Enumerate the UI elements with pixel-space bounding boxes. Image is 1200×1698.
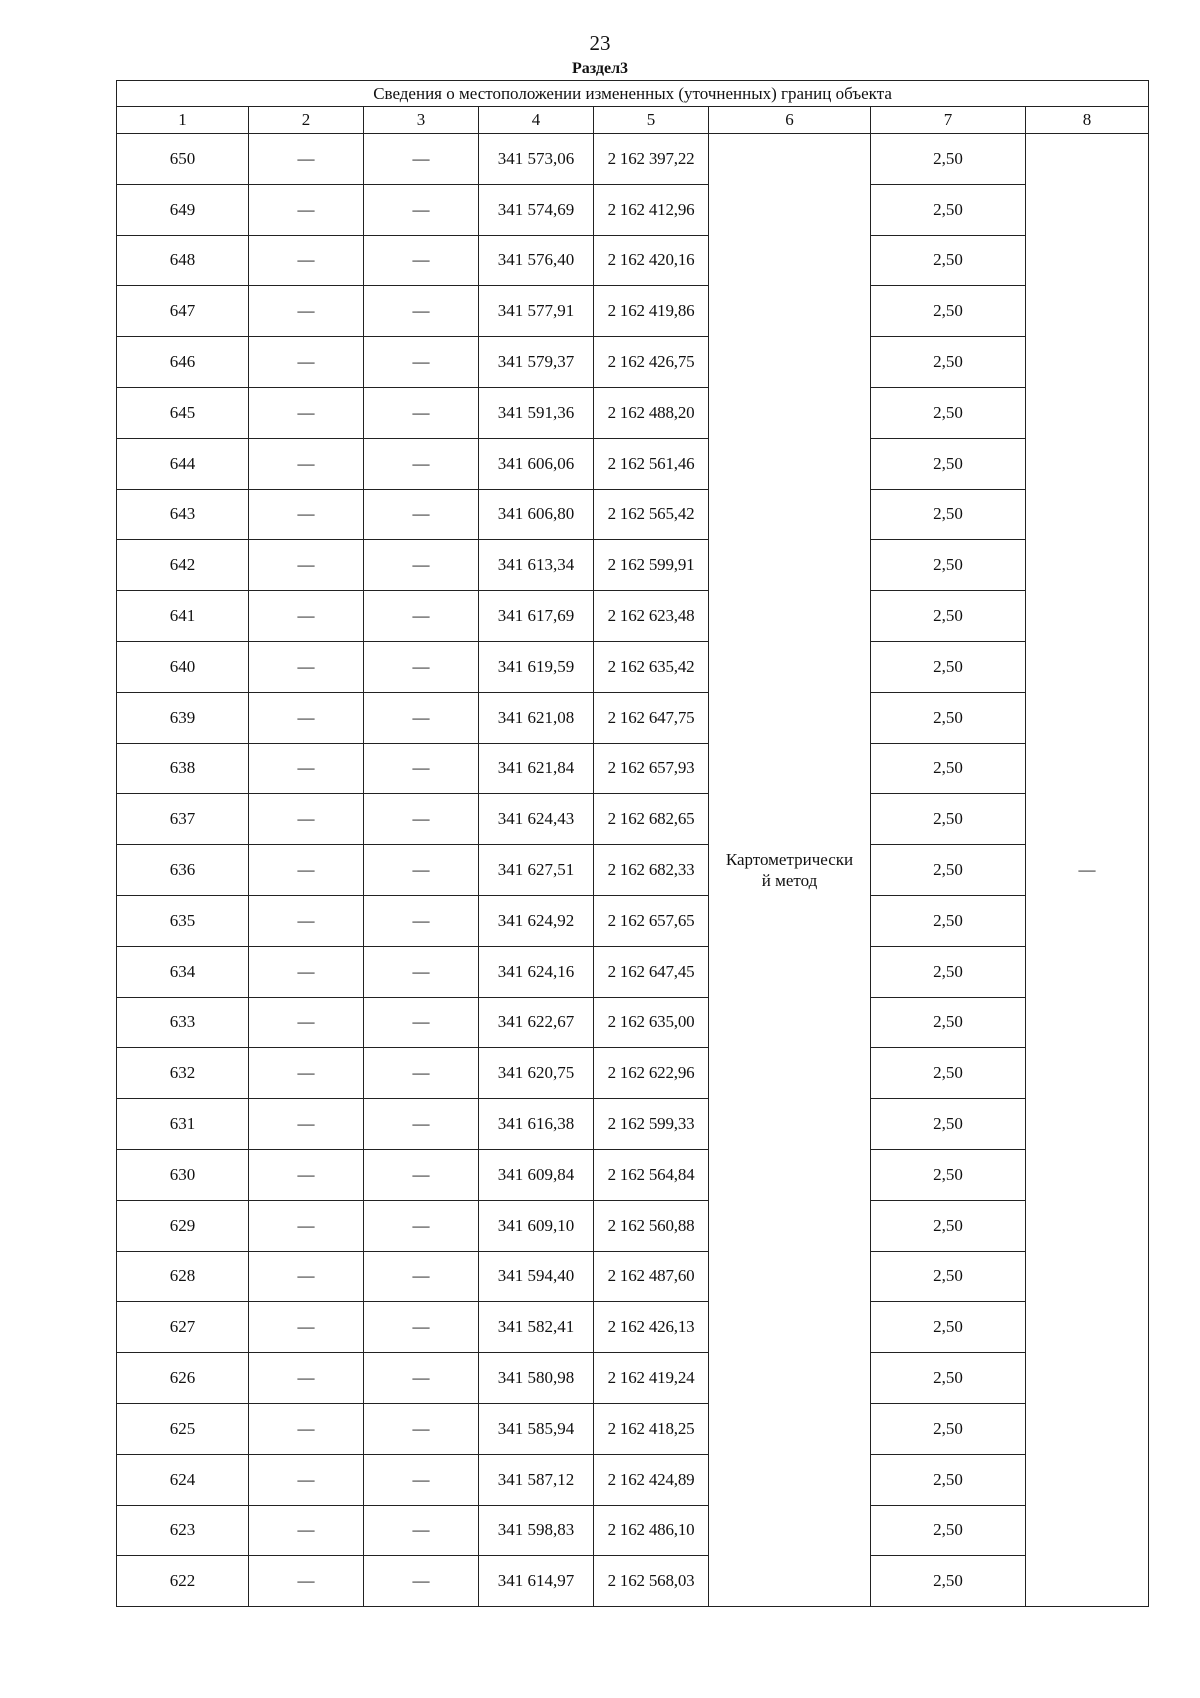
table-row (117, 1403, 1149, 1454)
y-coordinate-cell: 2 162 568,03 (594, 1556, 709, 1607)
point-number-cell: 628 (117, 1251, 249, 1302)
y-coordinate-cell: 2 162 420,16 (594, 235, 709, 286)
column-2-cell: — (249, 1454, 364, 1505)
table-row (117, 1048, 1149, 1099)
y-coordinate-cell: 2 162 418,25 (594, 1403, 709, 1454)
column-2-cell: — (249, 794, 364, 845)
accuracy-cell: 2,50 (871, 845, 1026, 896)
x-coordinate-cell: 341 621,08 (479, 692, 594, 743)
table-row (117, 1200, 1149, 1251)
column-2-cell: — (249, 184, 364, 235)
column-2-cell: — (249, 895, 364, 946)
column-3-cell: — (364, 235, 479, 286)
column-number: 5 (594, 107, 709, 134)
column-2-cell: — (249, 692, 364, 743)
x-coordinate-cell: 341 574,69 (479, 184, 594, 235)
column-3-cell: — (364, 1099, 479, 1150)
column-2-cell: — (249, 1048, 364, 1099)
x-coordinate-cell: 341 573,06 (479, 134, 594, 185)
y-coordinate-cell: 2 162 412,96 (594, 184, 709, 235)
point-number-cell: 625 (117, 1403, 249, 1454)
accuracy-cell: 2,50 (871, 184, 1026, 235)
column-3-cell: — (364, 743, 479, 794)
table-body (117, 134, 1149, 1607)
column-3-cell: — (364, 1251, 479, 1302)
y-coordinate-cell: 2 162 657,93 (594, 743, 709, 794)
column-3-cell: — (364, 1505, 479, 1556)
point-number-cell: 645 (117, 387, 249, 438)
column-2-cell: — (249, 997, 364, 1048)
section-title: Раздел3 (571, 60, 629, 77)
point-number-cell: 641 (117, 591, 249, 642)
table-caption: Сведения о местоположении измененных (уточненных) границ объекта (117, 81, 1149, 107)
accuracy-cell: 2,50 (871, 438, 1026, 489)
accuracy-cell: 2,50 (871, 235, 1026, 286)
x-coordinate-cell: 341 624,92 (479, 895, 594, 946)
column-2-cell: — (249, 1556, 364, 1607)
method-cell (709, 134, 871, 1607)
point-number-cell: 650 (117, 134, 249, 185)
table-row (117, 1099, 1149, 1150)
accuracy-cell: 2,50 (871, 1454, 1026, 1505)
point-number-cell: 626 (117, 1353, 249, 1404)
column-3-cell: — (364, 997, 479, 1048)
accuracy-cell: 2,50 (871, 692, 1026, 743)
y-coordinate-cell: 2 162 426,75 (594, 337, 709, 388)
y-coordinate-cell: 2 162 682,33 (594, 845, 709, 896)
point-number-cell: 627 (117, 1302, 249, 1353)
point-number-cell: 623 (117, 1505, 249, 1556)
column-2-cell: — (249, 743, 364, 794)
column-3-cell: — (364, 845, 479, 896)
x-coordinate-cell: 341 606,80 (479, 489, 594, 540)
column-2-cell: — (249, 946, 364, 997)
x-coordinate-cell: 341 591,36 (479, 387, 594, 438)
y-coordinate-cell: 2 162 599,33 (594, 1099, 709, 1150)
column-2-cell: — (249, 1505, 364, 1556)
column-number-row (117, 107, 1149, 134)
x-coordinate-cell: 341 609,84 (479, 1149, 594, 1200)
y-coordinate-cell: 2 162 657,65 (594, 895, 709, 946)
y-coordinate-cell: 2 162 564,84 (594, 1149, 709, 1200)
column-3-cell: — (364, 286, 479, 337)
table-row (117, 692, 1149, 743)
column-3-cell: — (364, 438, 479, 489)
column-2-cell: — (249, 1099, 364, 1150)
column-3-cell: — (364, 1353, 479, 1404)
y-coordinate-cell: 2 162 419,86 (594, 286, 709, 337)
page-number: 23 (589, 31, 611, 55)
accuracy-cell: 2,50 (871, 1099, 1026, 1150)
column-2-cell: — (249, 489, 364, 540)
column-2-cell: — (249, 1200, 364, 1251)
column-2-cell: — (249, 1353, 364, 1404)
column-3-cell: — (364, 387, 479, 438)
point-number-cell: 631 (117, 1099, 249, 1150)
accuracy-cell: 2,50 (871, 895, 1026, 946)
table-row (117, 1556, 1149, 1607)
y-coordinate-cell: 2 162 424,89 (594, 1454, 709, 1505)
column-3-cell: — (364, 184, 479, 235)
column-2-cell: — (249, 286, 364, 337)
column-number: 4 (479, 107, 594, 134)
accuracy-cell: 2,50 (871, 794, 1026, 845)
x-coordinate-cell: 341 577,91 (479, 286, 594, 337)
table-row (117, 641, 1149, 692)
point-number-cell: 635 (117, 895, 249, 946)
accuracy-cell: 2,50 (871, 641, 1026, 692)
table-row (117, 1149, 1149, 1200)
y-coordinate-cell: 2 162 635,42 (594, 641, 709, 692)
column-3-cell: — (364, 1302, 479, 1353)
point-number-cell: 640 (117, 641, 249, 692)
x-coordinate-cell: 341 620,75 (479, 1048, 594, 1099)
accuracy-cell: 2,50 (871, 540, 1026, 591)
point-number-cell: 634 (117, 946, 249, 997)
method-text-line-1: Картометрически (725, 850, 854, 870)
column-3-cell: — (364, 946, 479, 997)
x-coordinate-cell: 341 594,40 (479, 1251, 594, 1302)
column-2-cell: — (249, 591, 364, 642)
point-number-cell: 624 (117, 1454, 249, 1505)
table-row (117, 946, 1149, 997)
accuracy-cell: 2,50 (871, 591, 1026, 642)
x-coordinate-cell: 341 585,94 (479, 1403, 594, 1454)
column-8-cell: — (1026, 134, 1149, 1607)
column-3-cell: — (364, 1149, 479, 1200)
column-3-cell: — (364, 1454, 479, 1505)
x-coordinate-cell: 341 624,16 (479, 946, 594, 997)
y-coordinate-cell: 2 162 647,75 (594, 692, 709, 743)
y-coordinate-cell: 2 162 682,65 (594, 794, 709, 845)
accuracy-cell: 2,50 (871, 387, 1026, 438)
column-number: 3 (364, 107, 479, 134)
y-coordinate-cell: 2 162 622,96 (594, 1048, 709, 1099)
column-number: 2 (249, 107, 364, 134)
column-2-cell: — (249, 235, 364, 286)
method-text-line-2: й метод (761, 871, 818, 891)
y-coordinate-cell: 2 162 486,10 (594, 1505, 709, 1556)
point-number-cell: 643 (117, 489, 249, 540)
column-3-cell: — (364, 540, 479, 591)
accuracy-cell: 2,50 (871, 1353, 1026, 1404)
point-number-cell: 638 (117, 743, 249, 794)
accuracy-cell: 2,50 (871, 1505, 1026, 1556)
column-3-cell: — (364, 591, 479, 642)
x-coordinate-cell: 341 617,69 (479, 591, 594, 642)
table-row (117, 1302, 1149, 1353)
column-3-cell: — (364, 489, 479, 540)
point-number-cell: 639 (117, 692, 249, 743)
column-2-cell: — (249, 1302, 364, 1353)
x-coordinate-cell: 341 614,97 (479, 1556, 594, 1607)
column-3-cell: — (364, 895, 479, 946)
x-coordinate-cell: 341 579,37 (479, 337, 594, 388)
column-number: 7 (871, 107, 1026, 134)
point-number-cell: 637 (117, 794, 249, 845)
column-2-cell: — (249, 845, 364, 896)
x-coordinate-cell: 341 616,38 (479, 1099, 594, 1150)
y-coordinate-cell: 2 162 565,42 (594, 489, 709, 540)
x-coordinate-cell: 341 582,41 (479, 1302, 594, 1353)
point-number-cell: 636 (117, 845, 249, 896)
point-number-cell: 622 (117, 1556, 249, 1607)
column-2-cell: — (249, 387, 364, 438)
accuracy-cell: 2,50 (871, 1403, 1026, 1454)
table-row (117, 743, 1149, 794)
y-coordinate-cell: 2 162 647,45 (594, 946, 709, 997)
column-number: 1 (117, 107, 249, 134)
column-3-cell: — (364, 134, 479, 185)
column-2-cell: — (249, 337, 364, 388)
column-3-cell: — (364, 337, 479, 388)
accuracy-cell: 2,50 (871, 1048, 1026, 1099)
point-number-cell: 649 (117, 184, 249, 235)
x-coordinate-cell: 341 598,83 (479, 1505, 594, 1556)
column-3-cell: — (364, 1556, 479, 1607)
x-coordinate-cell: 341 606,06 (479, 438, 594, 489)
table-row (117, 540, 1149, 591)
column-3-cell: — (364, 1403, 479, 1454)
column-number: 8 (1026, 107, 1149, 134)
table-row (117, 895, 1149, 946)
x-coordinate-cell: 341 576,40 (479, 235, 594, 286)
column-2-cell: — (249, 540, 364, 591)
table-row (117, 337, 1149, 388)
table-row (117, 184, 1149, 235)
column-3-cell: — (364, 1048, 479, 1099)
column-2-cell: — (249, 1149, 364, 1200)
table-row (117, 286, 1149, 337)
point-number-cell: 629 (117, 1200, 249, 1251)
point-number-cell: 644 (117, 438, 249, 489)
y-coordinate-cell: 2 162 488,20 (594, 387, 709, 438)
accuracy-cell: 2,50 (871, 1149, 1026, 1200)
y-coordinate-cell: 2 162 635,00 (594, 997, 709, 1048)
x-coordinate-cell: 341 619,59 (479, 641, 594, 692)
column-2-cell: — (249, 641, 364, 692)
x-coordinate-cell: 341 613,34 (479, 540, 594, 591)
x-coordinate-cell: 341 580,98 (479, 1353, 594, 1404)
accuracy-cell: 2,50 (871, 1251, 1026, 1302)
y-coordinate-cell: 2 162 561,46 (594, 438, 709, 489)
y-coordinate-cell: 2 162 487,60 (594, 1251, 709, 1302)
table-row (117, 794, 1149, 845)
boundary-coordinates-table (116, 80, 1149, 1607)
point-number-cell: 648 (117, 235, 249, 286)
table-row (117, 1353, 1149, 1404)
table-row (117, 235, 1149, 286)
accuracy-cell: 2,50 (871, 337, 1026, 388)
accuracy-cell: 2,50 (871, 997, 1026, 1048)
accuracy-cell: 2,50 (871, 1556, 1026, 1607)
table-row (117, 845, 1149, 896)
table-row (117, 591, 1149, 642)
y-coordinate-cell: 2 162 560,88 (594, 1200, 709, 1251)
x-coordinate-cell: 341 624,43 (479, 794, 594, 845)
table-row (117, 1251, 1149, 1302)
column-3-cell: — (364, 692, 479, 743)
column-3-cell: — (364, 1200, 479, 1251)
accuracy-cell: 2,50 (871, 489, 1026, 540)
y-coordinate-cell: 2 162 599,91 (594, 540, 709, 591)
column-number: 6 (709, 107, 871, 134)
table-row (117, 438, 1149, 489)
point-number-cell: 632 (117, 1048, 249, 1099)
column-2-cell: — (249, 1403, 364, 1454)
x-coordinate-cell: 341 627,51 (479, 845, 594, 896)
table-row (117, 489, 1149, 540)
y-coordinate-cell: 2 162 623,48 (594, 591, 709, 642)
accuracy-cell: 2,50 (871, 1200, 1026, 1251)
x-coordinate-cell: 341 587,12 (479, 1454, 594, 1505)
point-number-cell: 647 (117, 286, 249, 337)
table-row (117, 387, 1149, 438)
point-number-cell: 633 (117, 997, 249, 1048)
table-row (117, 1505, 1149, 1556)
column-3-cell: — (364, 641, 479, 692)
table-row (117, 997, 1149, 1048)
accuracy-cell: 2,50 (871, 1302, 1026, 1353)
accuracy-cell: 2,50 (871, 946, 1026, 997)
point-number-cell: 646 (117, 337, 249, 388)
y-coordinate-cell: 2 162 419,24 (594, 1353, 709, 1404)
point-number-cell: 630 (117, 1149, 249, 1200)
accuracy-cell: 2,50 (871, 286, 1026, 337)
accuracy-cell: 2,50 (871, 743, 1026, 794)
x-coordinate-cell: 341 609,10 (479, 1200, 594, 1251)
column-2-cell: — (249, 1251, 364, 1302)
column-3-cell: — (364, 794, 479, 845)
table-row (117, 1454, 1149, 1505)
table-row (117, 134, 1149, 185)
x-coordinate-cell: 341 621,84 (479, 743, 594, 794)
accuracy-cell: 2,50 (871, 134, 1026, 185)
y-coordinate-cell: 2 162 397,22 (594, 134, 709, 185)
y-coordinate-cell: 2 162 426,13 (594, 1302, 709, 1353)
column-2-cell: — (249, 438, 364, 489)
column-2-cell: — (249, 134, 364, 185)
point-number-cell: 642 (117, 540, 249, 591)
x-coordinate-cell: 341 622,67 (479, 997, 594, 1048)
